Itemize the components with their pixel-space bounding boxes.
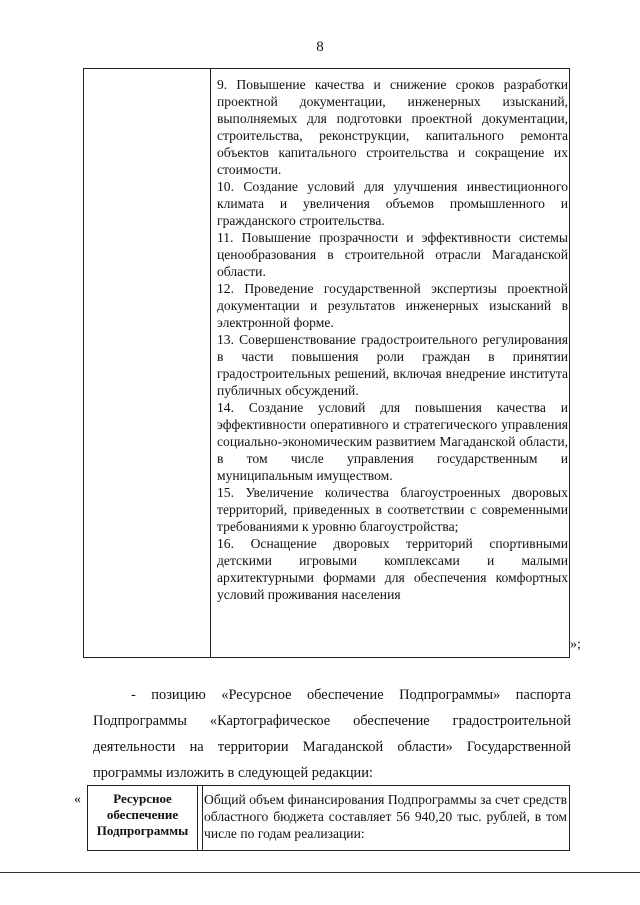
- goal-item: 16. Оснащение дворовых территорий спортивными детскими игровыми комплексами и малыми архитектурными формами для обеспечения комфортных условий проживания населения: [217, 536, 568, 602]
- goals-table: [83, 68, 570, 658]
- goal-item: 13. Совершенствование градостроительного регулирования в части повышения роли граждан в принятии градостроительных решений, включая внедрение института публичных обсуждений.: [217, 332, 568, 398]
- funding-open-quote: «: [74, 792, 81, 807]
- goal-item: 12. Проведение государственной экспертизы проектной документации и результатов инженерных изысканий в электронной форме.: [217, 281, 568, 330]
- funding-label-line: обеспечение: [106, 807, 179, 822]
- footer-rule: [0, 872, 640, 873]
- page-number: 8: [316, 39, 324, 55]
- goal-item: 14. Создание условий для повышения качества и эффективности оперативного и стратегического управления социально-экономическим развитием Магаданской области, в том числе управления государственным и муниципальным имуществом.: [217, 400, 568, 483]
- goal-item: 15. Увеличение количества благоустроенных дворовых территорий, приведенных в соответствии с современными требованиями к уровню благоустройства;: [217, 485, 568, 534]
- funding-label-line: Ресурсное: [113, 791, 172, 806]
- goals-table-empty-cell: [84, 69, 211, 657]
- goal-item: 9. Повышение качества и снижение сроков разработки проектной документации, инженерных изысканий, выполняемых для подготовки проектной документации, строительства, реконструкции, капитального ремонта объектов капитального строительства и сокращение их стоимости.: [217, 77, 568, 177]
- funding-label: [88, 786, 198, 850]
- amendment-paragraph: - позицию «Ресурсное обеспечение Подпрограммы» паспорта Подпрограммы «Картографическое обеспечение градостроительной деятельности на территории Магаданской области» Государственной программы изложить в следующей редакции:: [93, 687, 571, 781]
- funding-label-line: Подпрограммы: [96, 823, 189, 838]
- funding-table: [87, 785, 570, 851]
- funding-divider: [202, 786, 203, 850]
- goal-item: 10. Создание условий для улучшения инвестиционного климата и увеличения объемов промышленного и гражданского строительства.: [217, 179, 568, 228]
- goals-list: [217, 76, 568, 603]
- goal-item: 11. Повышение прозрачности и эффективности системы ценообразования в строительной отрасли Магаданской области.: [217, 230, 568, 279]
- goals-closing-quote: »;: [570, 637, 581, 652]
- funding-text: Общий объем финансирования Подпрограммы за счет средств областного бюджета составляет 56 940,20 тыс. рублей, в том числе по годам реализации:: [204, 792, 567, 841]
